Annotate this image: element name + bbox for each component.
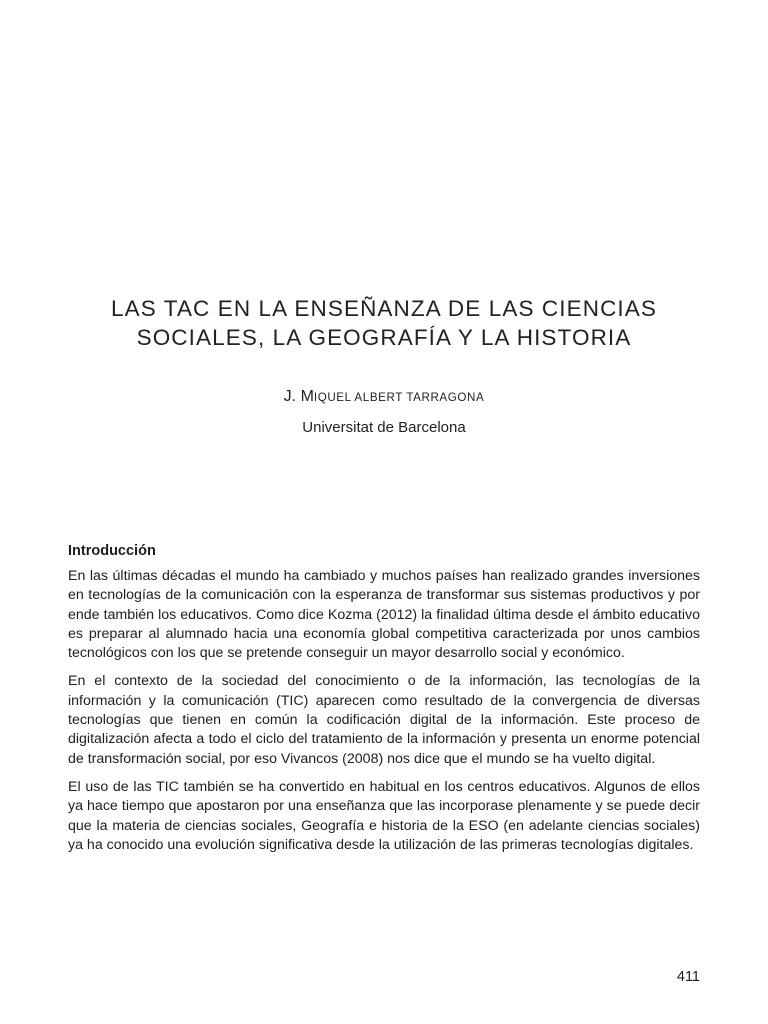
chapter-title	[60, 294, 708, 352]
paragraph-2: En el contexto de la sociedad del conocimiento o de la información, las tecnologías de la información y la comunicación (TIC) aparecen como resultado de la convergencia de diversas tecnologías que tienen en común la codificación digital de la información. Este proceso de digitalización afecta a todo el ciclo del tratamiento de la información y presenta un enorme potencial de transformación social, por eso Vivancos (2008) nos dice que el mundo se ha vuelto digital.	[68, 673, 700, 767]
author-name	[60, 386, 708, 409]
paragraph-1: En las últimas décadas el mundo ha cambiado y muchos países han realizado grandes inversiones en tecnologías de la comunicación con la esperanza de transformar sus sistemas productivos y por ende también los educativos. Como dice Kozma (2012) la finalidad última desde el ámbito educativo es preparar al alumnado hacia una economía global competitiva caracterizada por unos cambios tecnológicos con los que se pretende conseguir un mayor desarrollo social y económico.	[68, 568, 700, 662]
paragraph-3: El uso de las TIC también se ha convertido en habitual en los centros educativos. Algunos de ellos ya hace tiempo que apostaron por una enseñanza que las incorporase plenamente y se puede decir que la materia de ciencias sociales, Geografía e historia de la ESO (en adelante ciencias sociales) ya ha conocido una evolución significativa desde la utilización de las primeras tecnologías digitales.	[68, 778, 700, 853]
chapter-title-line-2: SOCIALES, LA GEOGRAFÍA Y LA HISTORIA	[136, 325, 632, 350]
page-number: 411	[676, 969, 700, 985]
author-name-smallcaps: IQUEL ALBERT TARRAGONA	[313, 391, 485, 404]
author-affiliation: Universitat de Barcelona	[302, 419, 466, 436]
chapter-title-line-1: LAS TAC EN LA ENSEÑANZA DE LAS CIENCIAS	[111, 296, 657, 321]
section-heading: Introducción	[68, 543, 156, 559]
body-text	[68, 540, 700, 864]
author-name-initial: J. M	[283, 388, 314, 405]
